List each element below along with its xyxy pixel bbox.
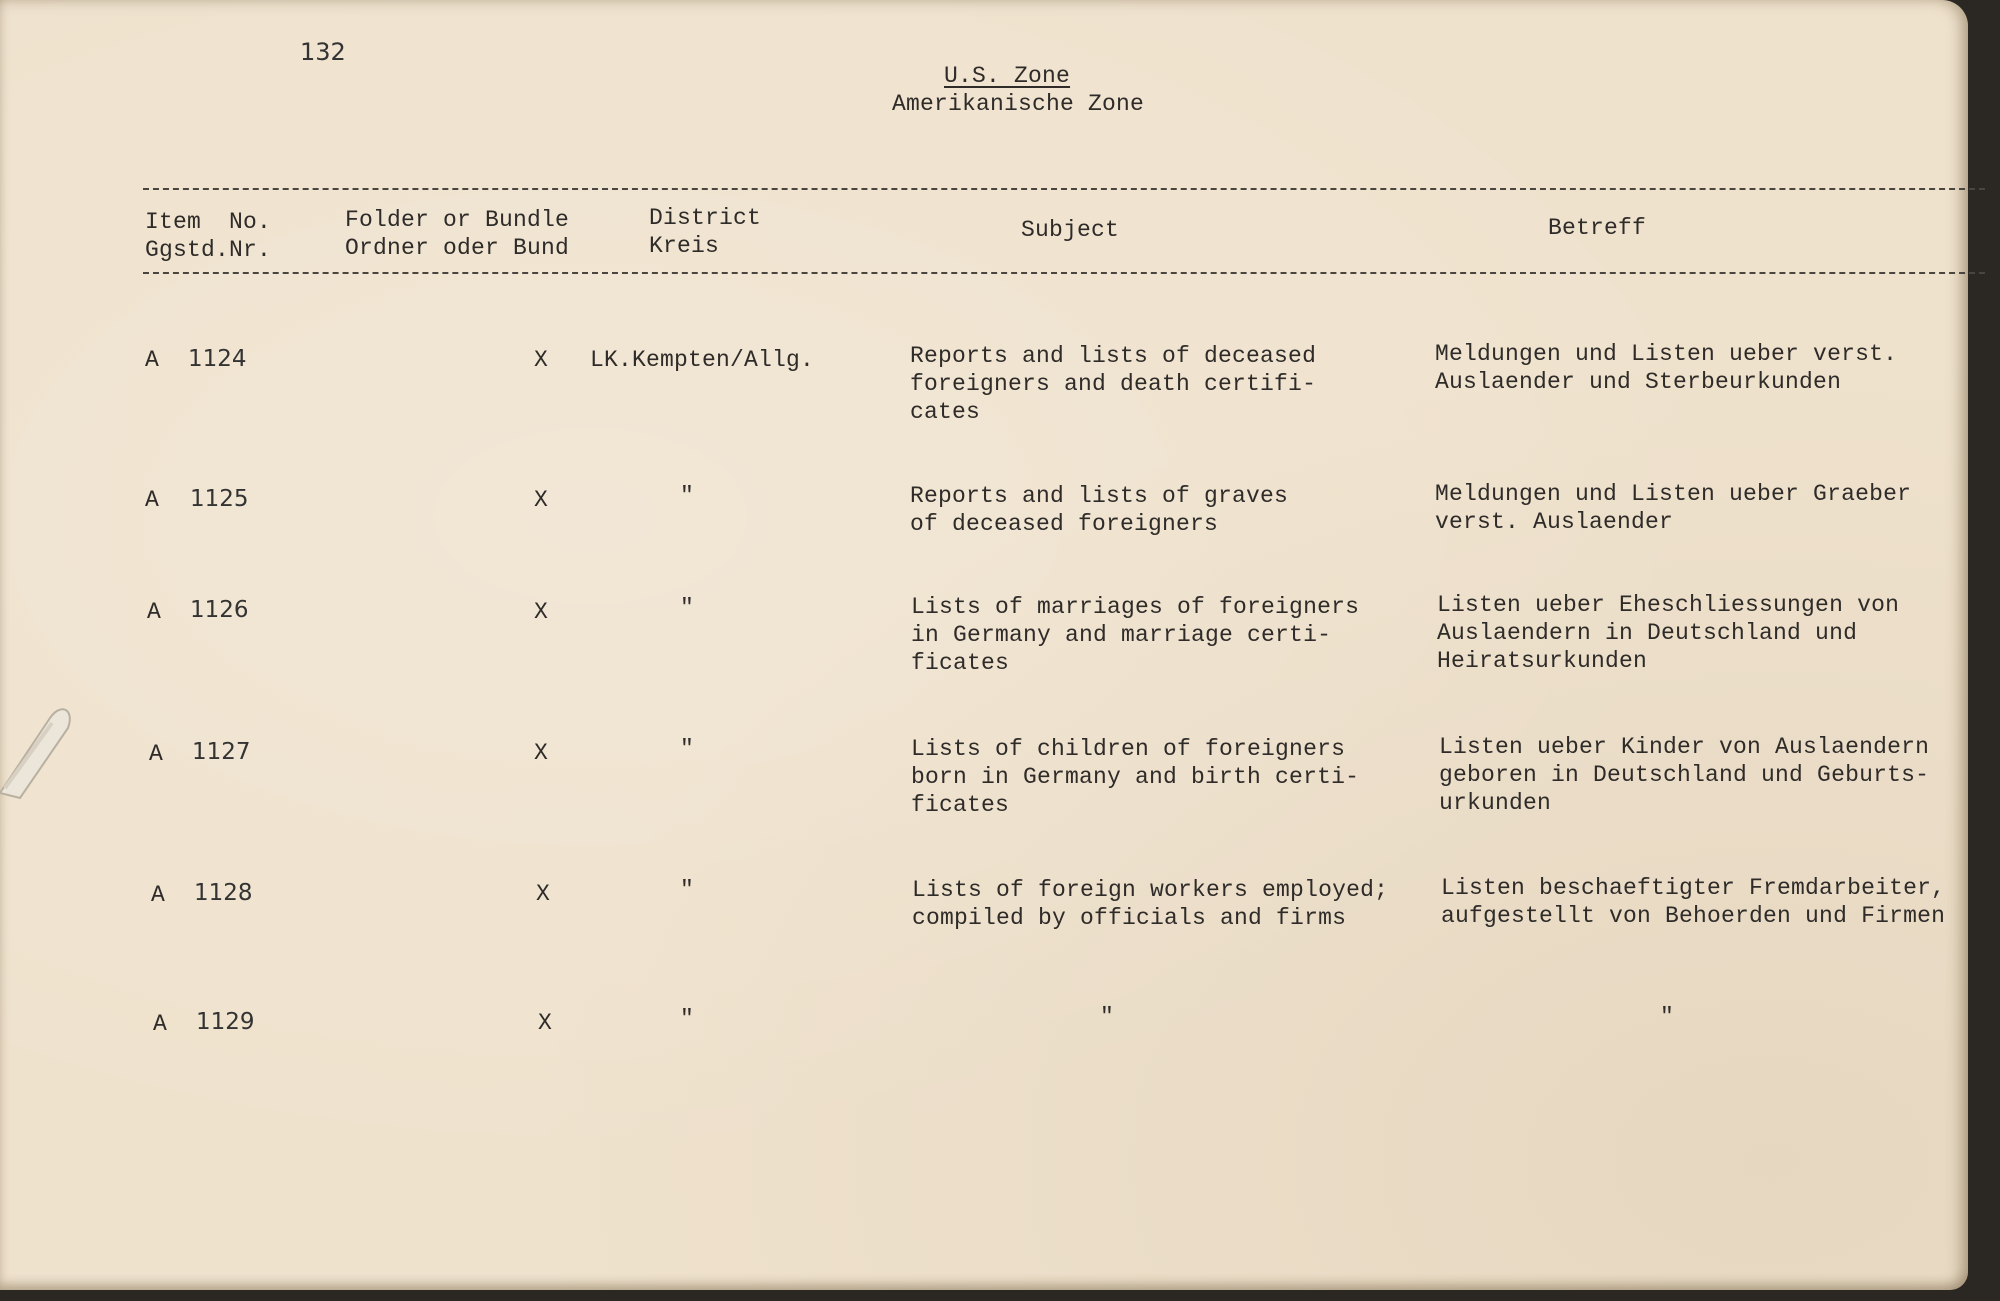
header-item-en: Item No. <box>145 209 272 235</box>
subject-ditto: " <box>1100 1004 1115 1030</box>
betreff-text: Listen ueber Eheschliessungen von Auslaendern in Deutschland und Heiratsurkunden <box>1437 592 1900 674</box>
item-prefix: A <box>151 882 166 908</box>
subject-text: Lists of marriages of foreigners in Germany and marriage certi- ficates <box>911 594 1360 676</box>
district-ditto: " <box>680 1006 695 1032</box>
item-prefix: A <box>147 599 162 625</box>
subject-text: Lists of children of foreigners born in Germany and birth certi- ficates <box>911 736 1360 818</box>
header-folder-en: Folder or Bundle <box>345 207 570 233</box>
header-betreff: Betreff <box>1548 215 1647 241</box>
paper-clip-tab <box>0 688 90 803</box>
item-number: 1129 <box>196 1009 255 1035</box>
betreff-text: Meldungen und Listen ueber verst. Auslaender und Sterbeurkunden <box>1435 341 1898 395</box>
betreff-text: Meldungen und Listen ueber Graeber verst. Auslaender <box>1435 481 1912 535</box>
header-bottom-rule <box>143 272 1985 274</box>
betreff-text: Listen beschaeftigter Fremdarbeiter, aufgestellt von Behoerden und Firmen <box>1441 875 1946 929</box>
district-ditto: " <box>680 595 695 621</box>
folder-mark: X <box>534 599 549 625</box>
folder-mark: X <box>534 487 549 513</box>
betreff-text: Listen ueber Kinder von Auslaendern geboren in Deutschland und Geburts- urkunden <box>1439 734 1930 816</box>
header-folder-de: Ordner oder Bund <box>345 235 570 261</box>
header-item-de: Ggstd.Nr. <box>145 237 272 263</box>
item-number: 1128 <box>194 880 253 906</box>
subject-text: Lists of foreign workers employed; compiled by officials and firms <box>912 877 1389 931</box>
district-ditto: " <box>680 483 695 509</box>
betreff-ditto: " <box>1660 1004 1675 1030</box>
district-ditto: " <box>680 877 695 903</box>
header-district-de: Kreis <box>649 233 720 259</box>
item-number: 1124 <box>188 346 247 372</box>
district-ditto: " <box>680 736 695 762</box>
folder-mark: X <box>534 347 549 373</box>
subject-text: Reports and lists of graves of deceased foreigners <box>910 483 1289 537</box>
folder-mark: X <box>538 1010 553 1036</box>
folder-mark: X <box>534 740 549 766</box>
item-number: 1126 <box>190 597 249 623</box>
item-number: 1127 <box>192 739 251 765</box>
item-prefix: A <box>145 487 160 513</box>
item-number: 1125 <box>190 486 249 512</box>
header-subject: Subject <box>1021 217 1120 243</box>
header-district-en: District <box>649 205 762 231</box>
header-top-rule <box>143 188 1985 190</box>
item-prefix: A <box>153 1011 168 1037</box>
item-prefix: A <box>149 741 164 767</box>
district: LK.Kempten/Allg. <box>590 347 815 373</box>
folder-mark: X <box>536 881 551 907</box>
subject-text: Reports and lists of deceased foreigners and death certifi- cates <box>910 343 1317 425</box>
item-prefix: A <box>145 347 160 373</box>
page-number: 132 <box>300 38 346 66</box>
zone-title-german: Amerikanische Zone <box>892 91 1145 117</box>
zone-title-english: U.S. Zone <box>944 63 1071 89</box>
